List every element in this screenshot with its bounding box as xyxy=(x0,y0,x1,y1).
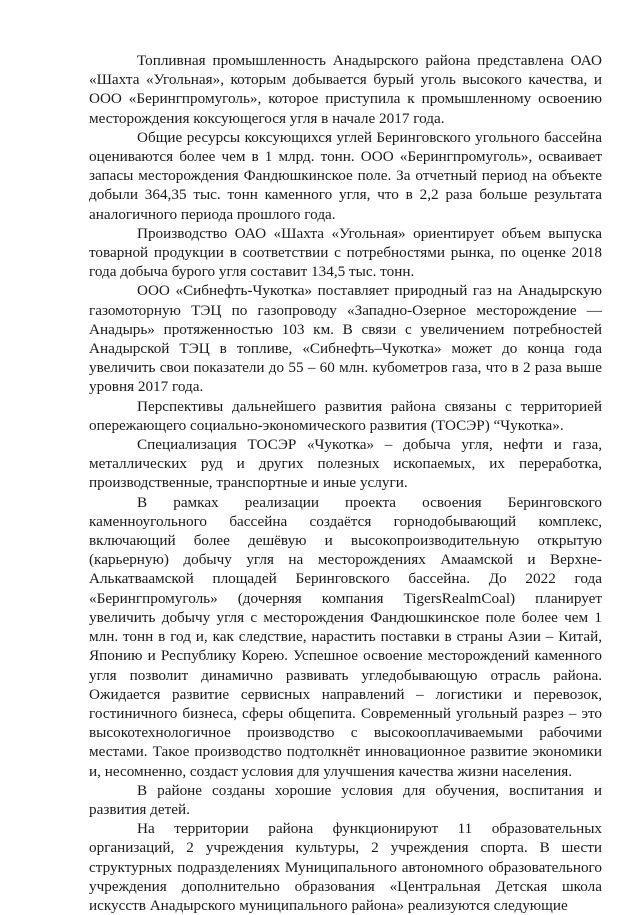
paragraph-institutions: На территории района функционируют 11 образовательных организаций, 2 учреждения культуры, 2 учреждения спорта. В шести структурных подразделениях Муниципального автономного образовательного учреждения дополнительно образования «Центральная Детская школа искусств Анадырского муниципального района» реализуются следующие xyxy=(89,820,602,914)
paragraph-education-conditions: В районе созданы хорошие условия для обучения, воспитания и развития детей. xyxy=(89,781,602,818)
paragraph-mining-complex: В рамках реализации проекта освоения Беринговского каменноугольного бассейна создаётся горнодобывающий комплекс, включающий более дешёвую и высокопроизводительную открытую (карьерную) добычу угля на месторождениях Амаамской и Верхне-Алькатваамской площадей Беринговского бассейна. До 2022 года «Берингпромуголь» (дочерняя компания TigersRealmCoal) планирует увеличить добычу угля с месторождения Фандюшкинское поле более чем 1 млн. тонн в год и, как следствие, нарастить поставки в страны Азии – Китай, Японию и Республику Корею. Успешное освоение месторождений каменного угля позволит динамично развивать угледобывающую отрасль района. Ожидается развитие сервисных направлений – логистики и перевозок, гостиничного бизнеса, сферы общепита. Современный угольный разрез – это высокотехнологичное производство с высокооплачиваемыми рабочими местами. Такое производство подтолкнёт инновационное развитие экономики и, несомненно, создаст условия для улучшения качества жизни населения. xyxy=(89,493,602,780)
paragraph-brown-coal-production: Производство ОАО «Шахта «Угольная» ориентирует объем выпуска товарной продукции в соответствии с потребностями рынка, по оценке 2018 года добыча бурого угля составит 134,5 тыс. тонн. xyxy=(89,224,602,281)
paragraph-development-prospects: Перспективы дальнейшего развития района связаны с территорией опережающего социально-экономического развития (ТОСЭР) “Чукотка». xyxy=(89,397,602,434)
paragraph-fuel-industry: Топливная промышленность Анадырского района представлена ОАО «Шахта «Угольная», которым добывается бурый уголь высокого качества, и ООО «Берингпромуголь», которое приступила к промышленному освоению месторождения коксующегося угля в начале 2017 года. xyxy=(89,52,602,127)
document-page xyxy=(89,51,602,915)
paragraph-toser-specialization: Специализация ТОСЭР «Чукотка» – добыча угля, нефти и газа, металлических руд и других полезных ископаемых, их переработка, производственные, транспортные и иные услуги. xyxy=(89,436,602,492)
paragraph-coal-resources: Общие ресурсы коксующихся углей Беринговского угольного бассейна оцениваются более чем в 1 млрд. тонн. ООО «Берингпромуголь», осваивает запасы месторождения Фандюшкинское поле. За отчетный период на объекте добыли 364,35 тыс. тонн каменного угля, что в 2,2 раза больше результата аналогичного периода прошлого года. xyxy=(89,128,602,223)
paragraph-natural-gas: ООО «Сибнефть-Чукотка» поставляет природный газ на Анадырскую газомоторную ТЭЦ по газопроводу «Западно-Озерное месторождение — Анадырь» протяженностью 103 км. В связи с увеличением потребностей Анадырской ТЭЦ в топливе, «Сибнефть–Чукотка» может до конца года увеличить свои показатели до 55 – 60 млн. кубометров газа, что в 2 раза выше уровня 2017 года. xyxy=(89,282,602,396)
